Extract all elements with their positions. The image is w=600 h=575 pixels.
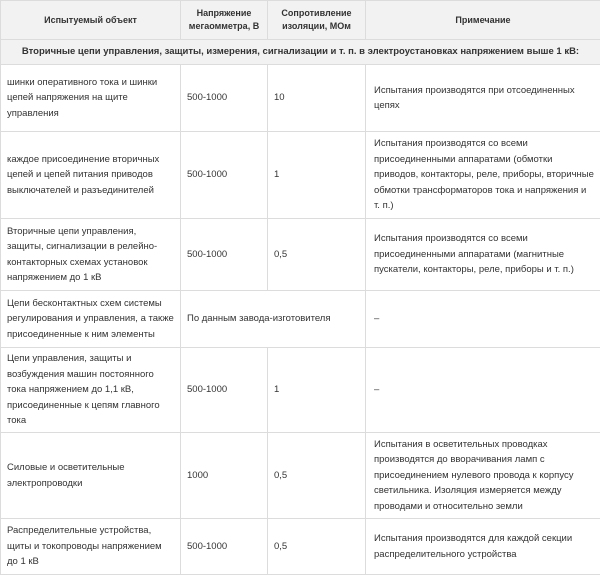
cell-object: Вторичные цепи управления, защиты, сигнализации в релейно-контакторных схемах установок напряжением до 1 кВ (1, 219, 181, 291)
cell-object: шинки оперативного тока и шинки цепей напряжения на щите управления (1, 65, 181, 132)
section-row (1, 40, 600, 65)
cell-note: Испытания производятся со всеми присоединенными аппаратами (магнитные пускатели, контакторы, реле, приборы и т. п.) (366, 219, 600, 291)
header-tested-object: Испытуемый объект (1, 1, 181, 40)
cell-voltage: 500-1000 (181, 348, 268, 433)
table-row (1, 219, 600, 291)
table-row (1, 65, 600, 132)
cell-voltage: 500-1000 (181, 65, 268, 132)
cell-voltage: 500-1000 (181, 132, 268, 219)
cell-note: Испытания производятся для каждой секции распределительного устройства (366, 519, 600, 575)
table-row (1, 291, 600, 348)
cell-voltage: 500-1000 (181, 219, 268, 291)
cell-object: Силовые и осветительные электропроводки (1, 433, 181, 519)
cell-note: Испытания производятся со всеми присоединенными аппаратами (обмотки приводов, контакторы, реле, приборы, вторичные обмотки трансформаторов тока и напряжения и т. п.) (366, 132, 600, 219)
table-row (1, 132, 600, 219)
table-header-row (1, 1, 600, 40)
table-row (1, 519, 600, 575)
cell-object: каждое присоединение вторичных цепей и цепей питания приводов выключателей и разъединителей (1, 132, 181, 219)
cell-object: Цепи управления, защиты и возбуждения машин постоянного тока напряжением до 1,1 кВ, присоединенные к цепям главного тока (1, 348, 181, 433)
cell-merged-voltage-resistance: По данным завода-изготовителя (181, 291, 366, 348)
cell-note: – (366, 348, 600, 433)
header-note: Примечание (366, 1, 600, 40)
section-title: Вторичные цепи управления, защиты, измерения, сигнализации и т. п. в электроустановках напряжением выше 1 кВ: (1, 40, 600, 65)
table-row (1, 348, 600, 433)
cell-resistance: 1 (268, 132, 366, 219)
header-insulation-resistance: Сопротивление изоляции, МОм (268, 1, 366, 40)
cell-resistance: 0,5 (268, 219, 366, 291)
cell-resistance: 0,5 (268, 519, 366, 575)
cell-object: Цепи бесконтактных схем системы регулирования и управления, а также присоединенные к ним элементы (1, 291, 181, 348)
cell-note: Испытания в осветительных проводках производятся до вворачивания ламп с присоединением нулевого провода к корпусу светильника. Изоляция измеряется между проводами и относительно земли (366, 433, 600, 519)
cell-resistance: 0,5 (268, 433, 366, 519)
cell-voltage: 1000 (181, 433, 268, 519)
cell-object: Распределительные устройства, щиты и токопроводы напряжением до 1 кВ (1, 519, 181, 575)
cell-resistance: 10 (268, 65, 366, 132)
cell-note: Испытания производятся при отсоединенных цепях (366, 65, 600, 132)
cell-note: – (366, 291, 600, 348)
cell-resistance: 1 (268, 348, 366, 433)
table-row (1, 433, 600, 519)
cell-voltage: 500-1000 (181, 519, 268, 575)
header-megohmmeter-voltage: Напряжение мегаомметра, В (181, 1, 268, 40)
